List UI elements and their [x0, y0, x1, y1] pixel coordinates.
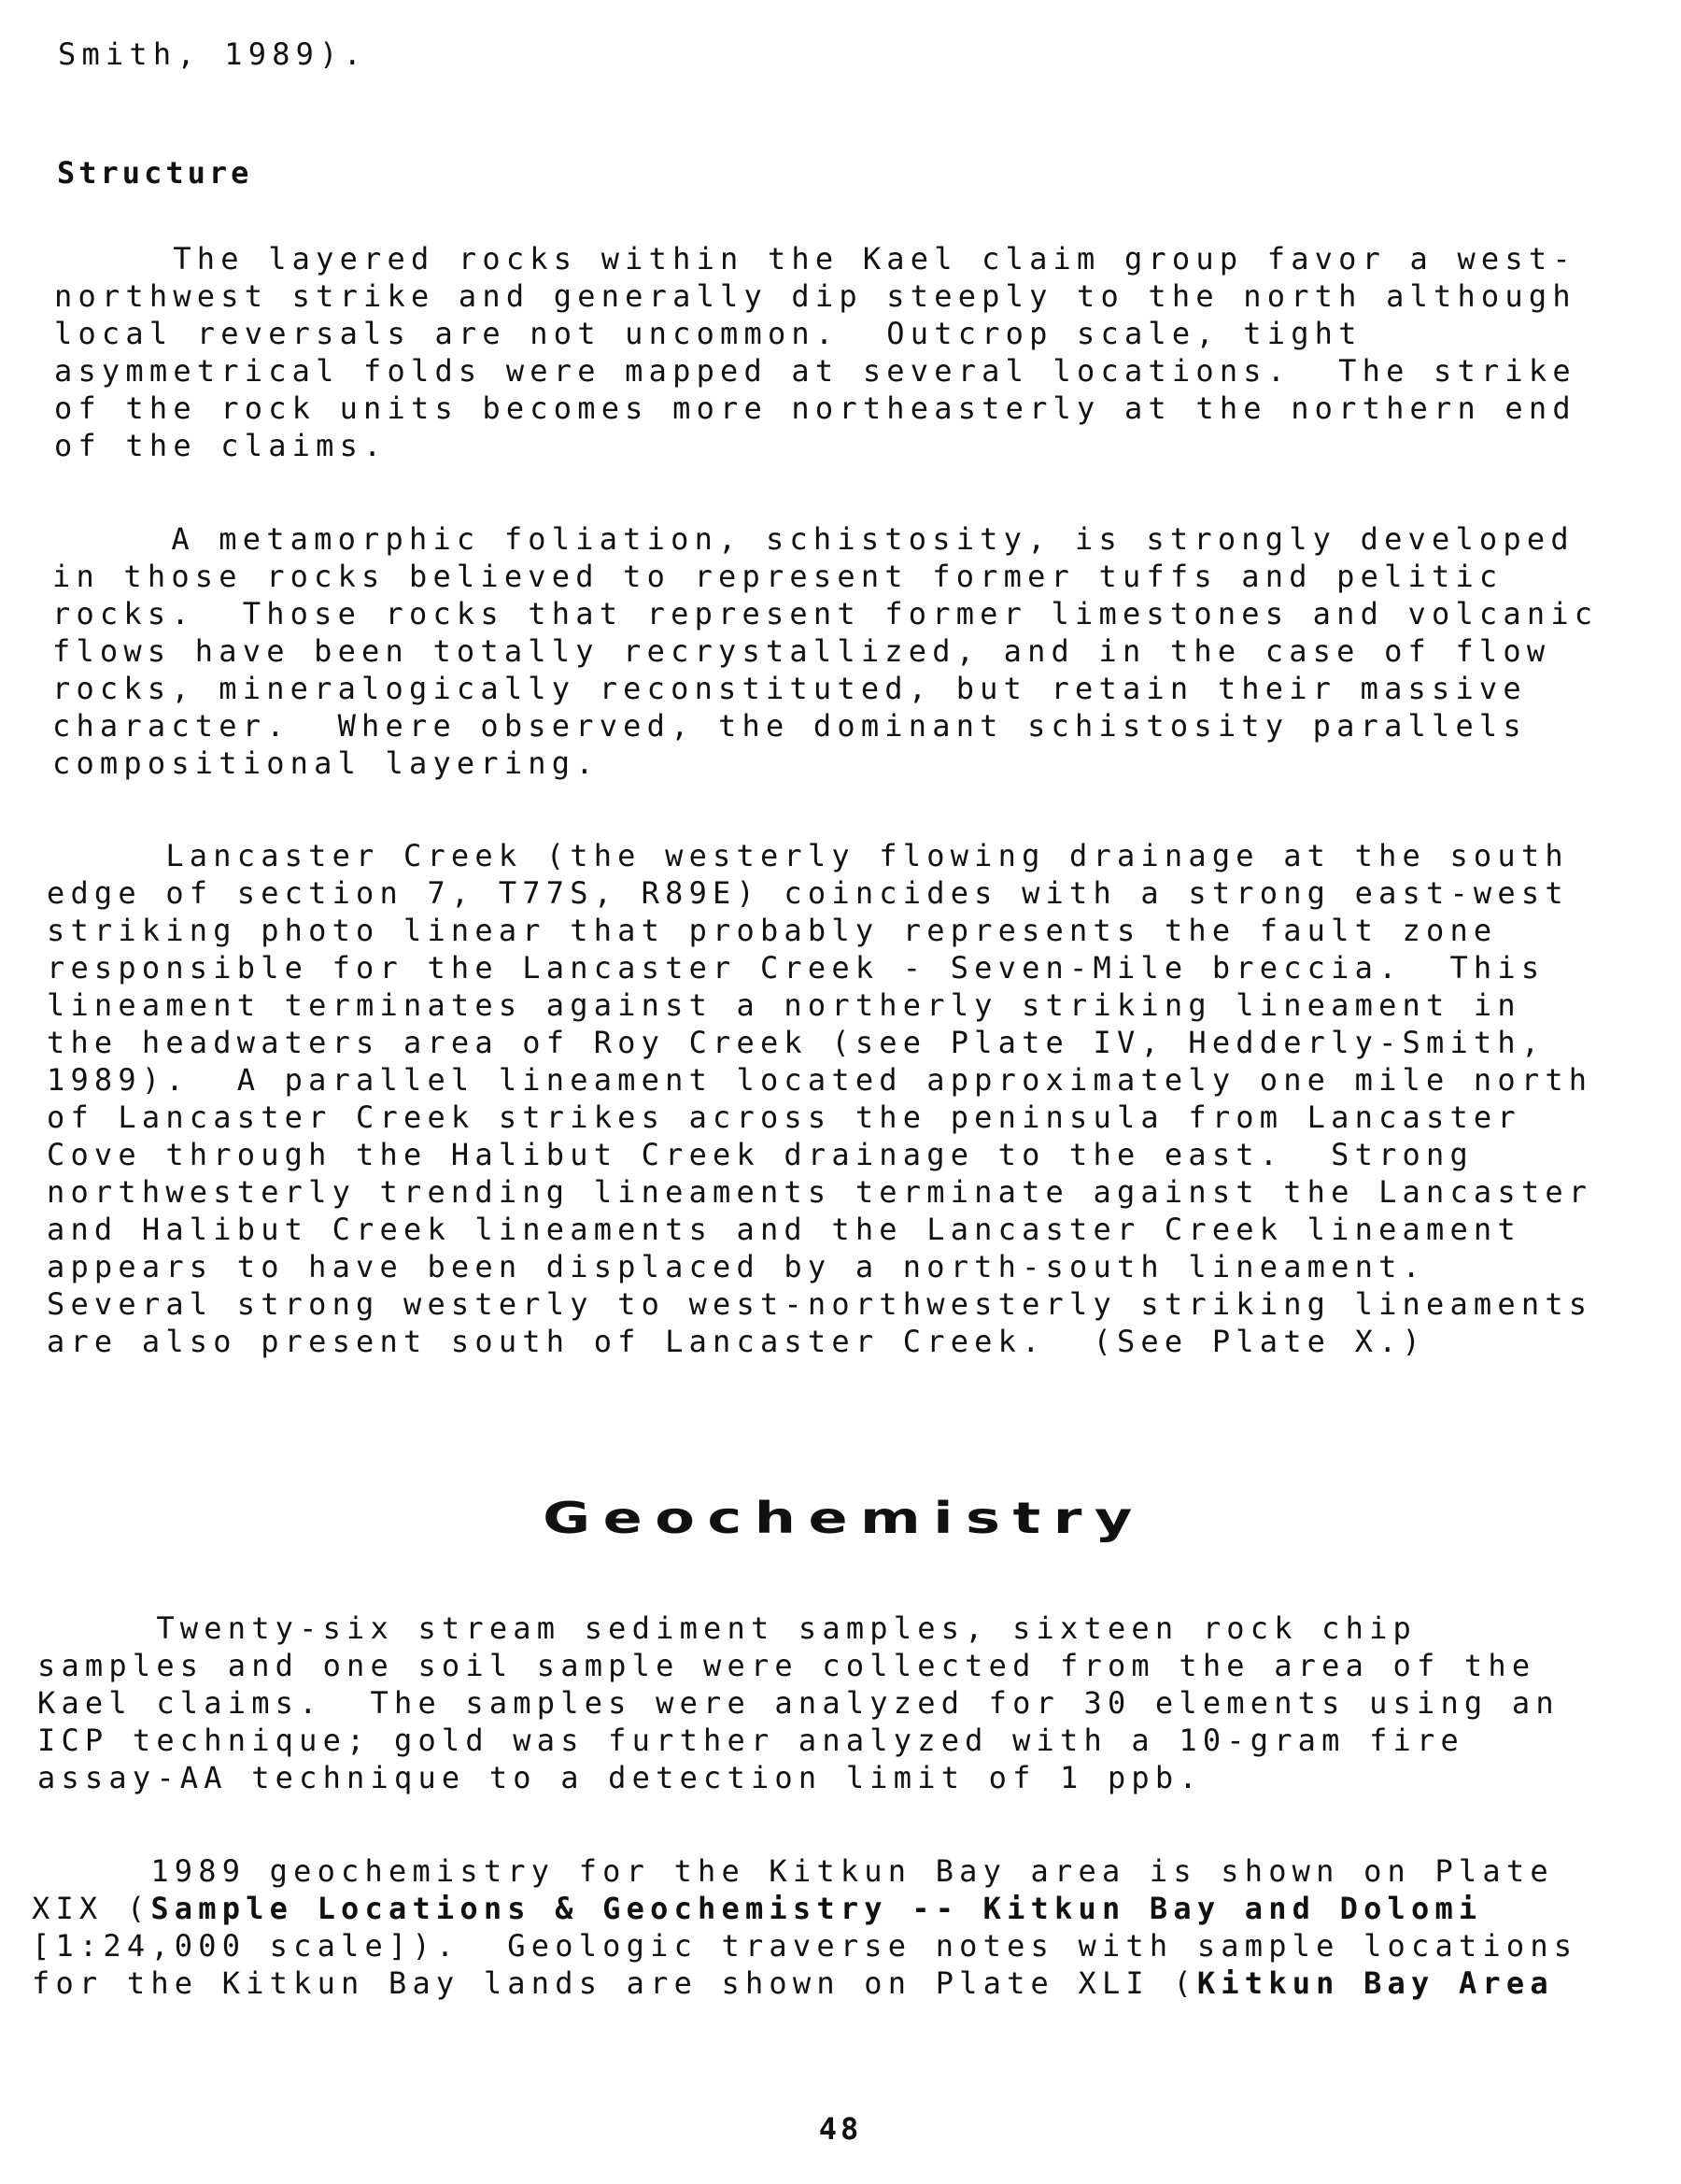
- text-line: samples and one soil sample were collected from the area of the: [37, 1648, 1536, 1683]
- text-line: striking photo linear that probably represents the fault zone: [47, 913, 1498, 948]
- text-line: rocks, mineralogically reconstituted, but retain their massive: [52, 671, 1527, 706]
- text-line: [32, 1890, 1482, 1927]
- text-line: assay-AA technique to a detection limit of 1 ppb.: [37, 1760, 1203, 1795]
- text-line: Lancaster Creek (the westerly flowing drainage at the south: [47, 838, 1569, 873]
- text-line: appears to have been displaced by a north-south lineament.: [47, 1249, 1427, 1284]
- text-line: compositional layering.: [52, 745, 600, 781]
- geochemistry-heading: Geochemistry: [543, 1493, 1145, 1543]
- text-line: of the rock units becomes more northeasterly at the northern end: [54, 390, 1576, 426]
- plate-title-bold: Kitkun Bay Area: [1196, 1965, 1554, 2001]
- text-line: Several strong westerly to west-northwesterly striking lineaments: [47, 1286, 1593, 1322]
- text-line: responsible for the Lancaster Creek - Seven-Mile breccia. This: [47, 950, 1546, 986]
- text-line: lineament terminates against a northerly striking lineament in: [47, 987, 1521, 1023]
- page-number: 48: [818, 2111, 863, 2147]
- text-line: rocks. Those rocks that represent former limestones and volcanic: [52, 596, 1599, 631]
- text-line: are also present south of Lancaster Creek. (See Plate X.): [47, 1324, 1427, 1359]
- text-line: [1:24,000 scale]). Geologic traverse notes with sample locations: [32, 1928, 1578, 1964]
- text-line: flows have been totally recrystallized, and in the case of flow: [52, 633, 1551, 669]
- text-line: of the claims.: [54, 428, 388, 463]
- text-line: A metamorphic foliation, schistosity, is strongly developed: [52, 521, 1575, 557]
- text-run: for the Kitkun Bay lands are shown on Plate XLI (: [32, 1965, 1197, 2001]
- text-line: Kael claims. The samples were analyzed for 30 elements using an: [37, 1685, 1560, 1721]
- text-line: northwest strike and generally dip steeply to the north although: [54, 278, 1576, 314]
- text-run: XIX (: [32, 1891, 151, 1926]
- text-line: of Lancaster Creek strikes across the peninsula from Lancaster: [47, 1099, 1521, 1135]
- plate-title-bold: Sample Locations & Geochemistry -- Kitkun Bay and Dolomi: [150, 1891, 1483, 1926]
- text-line: the headwaters area of Roy Creek (see Plate IV, Hedderly-Smith,: [47, 1025, 1546, 1060]
- text-line: edge of section 7, T77S, R89E) coincides with a strong east-west: [47, 875, 1569, 911]
- text-line: Cove through the Halibut Creek drainage to the east. Strong: [47, 1137, 1474, 1172]
- text-line: local reversals are not uncommon. Outcrop scale, tight: [54, 316, 1363, 351]
- text-line: 1989). A parallel lineament located approximately one mile north: [47, 1062, 1593, 1098]
- text-line: character. Where observed, the dominant schistosity parallels: [52, 708, 1527, 744]
- text-line: 1989 geochemistry for the Kitkun Bay area is shown on Plate: [32, 1853, 1554, 1889]
- text-line: Twenty-six stream sediment samples, sixteen rock chip: [37, 1610, 1418, 1646]
- text-line: and Halibut Creek lineaments and the Lancaster Creek lineament: [47, 1212, 1521, 1247]
- text-line: [32, 1964, 1554, 2002]
- text-line: The layered rocks within the Kael claim group favor a west-: [54, 241, 1576, 277]
- continuation-line: Smith, 1989).: [58, 36, 368, 72]
- structure-heading: Structure: [57, 155, 253, 191]
- text-line: ICP technique; gold was further analyzed with a 10-gram fire: [37, 1723, 1464, 1758]
- text-line: asymmetrical folds were mapped at several locations. The strike: [54, 353, 1576, 389]
- text-line: in those rocks believed to represent former tuffs and pelitic: [52, 559, 1504, 594]
- text-line: northwesterly trending lineaments terminate against the Lancaster: [47, 1174, 1593, 1210]
